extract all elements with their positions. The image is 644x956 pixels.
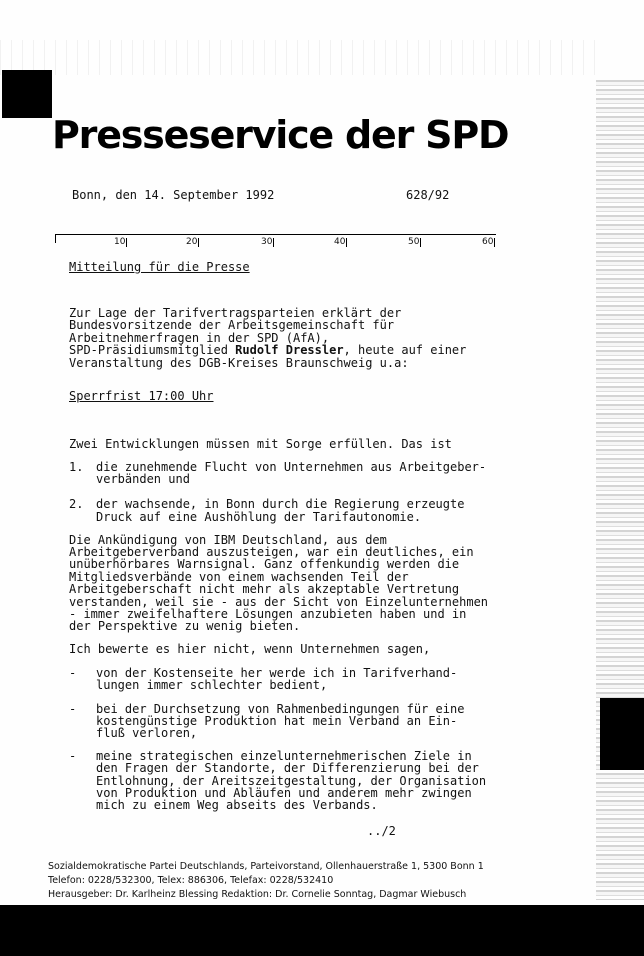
- dash-item-line: lungen immer schlechter bedient,: [96, 678, 328, 692]
- dash-item-line: kostengünstige Produktion hat mein Verband an Ein-: [96, 714, 458, 728]
- list-number: 1.: [69, 460, 84, 474]
- list-number: 2.: [69, 497, 84, 511]
- list-item-line: verbänden und: [96, 472, 190, 486]
- paragraph-line: der Perspektive zu wenig bieten.: [69, 619, 301, 633]
- list-item-line: Druck auf eine Aushöhlung der Tarifautonomie.: [96, 510, 422, 524]
- intro-text: , heute auf einer: [343, 343, 467, 357]
- embargo-notice: Sperrfrist 17:00 Uhr: [69, 389, 214, 403]
- dash-bullet: -: [69, 702, 77, 716]
- typewriter-ruler: [55, 234, 496, 247]
- footer-address: Sozialdemokratische Partei Deutschlands, Parteivorstand, Ollenhauerstraße 1, 5300 Bonn 1: [48, 861, 484, 872]
- scan-bottom-border: [0, 905, 644, 956]
- list-item-line: die zunehmende Flucht von Unternehmen aus Arbeitgeber-: [96, 460, 487, 474]
- dash-item-line: den Fragen der Standorte, der Differenzierung bei der: [96, 761, 479, 775]
- document-number: 628/92: [406, 188, 450, 202]
- paragraph-line: Arbeitgeberschaft nicht mehr als akzeptable Vertretung: [69, 582, 460, 596]
- body-lead: Zwei Entwicklungen müssen mit Sorge erfüllen. Das ist: [69, 437, 452, 451]
- dash-item-line: von der Kostenseite her werde ich in Tarifverhand-: [96, 666, 458, 680]
- ruler-tick: 40: [334, 237, 346, 247]
- intro-line: [69, 344, 466, 356]
- paragraph-line: - immer zweifelhaftere Lösungen anzubieten haben und in: [69, 607, 467, 621]
- dash-item-line: fluß verloren,: [96, 726, 198, 740]
- ruler-tick: 60: [482, 237, 494, 247]
- dash-bullet: -: [69, 666, 77, 680]
- footer-editors: Herausgeber: Dr. Karlheinz Blessing Redaktion: Dr. Cornelie Sonntag, Dagmar Wiebusch: [48, 889, 467, 900]
- intro-line: Zur Lage der Tarifvertragsparteien erklärt der: [69, 306, 402, 320]
- paragraph-line: Die Ankündigung von IBM Deutschland, aus dem: [69, 533, 387, 547]
- dash-item-line: Entlohnung, der Areitszeitgestaltung, der Organisation: [96, 774, 487, 788]
- dash-item-line: mich zu einem Weg abseits des Verbands.: [96, 798, 378, 812]
- dateline: Bonn, den 14. September 1992: [72, 188, 275, 202]
- dash-item-line: bei der Durchsetzung von Rahmenbedingungen für eine: [96, 702, 465, 716]
- scan-corner-mark: [2, 70, 52, 118]
- dash-item-line: von Produktion und Abläufen und anderem mehr zwingen: [96, 786, 472, 800]
- intro-line: Bundesvorsitzende der Arbeitsgemeinschaft für: [69, 318, 395, 332]
- ruler-tick: 50: [408, 237, 420, 247]
- ruler-cap-left: [55, 235, 56, 243]
- intro-line: Veranstaltung des DGB-Kreises Braunschweig u.a:: [69, 356, 409, 370]
- dash-bullet: -: [69, 749, 77, 763]
- scan-noise: [0, 40, 600, 75]
- intro-text: SPD-Präsidiumsmitglied: [69, 343, 236, 357]
- paragraph-line: verstanden, weil sie - aus der Sicht von Einzelunternehmen: [69, 595, 489, 609]
- ruler-tick: 20: [186, 237, 198, 247]
- footer-contact: Telefon: 0228/532300, Telex: 886306, Telefax: 0228/532410: [48, 875, 334, 886]
- masthead-title: Presseservice der SPD: [52, 113, 509, 157]
- intro-line: Arbeitnehmerfragen in der SPD (AfA),: [69, 331, 330, 345]
- paragraph-line: Arbeitgeberverband auszusteigen, war ein deutliches, ein: [69, 545, 474, 559]
- paragraph-line: Mitgliedsverbände von einem wachsenden Teil der: [69, 570, 409, 584]
- ruler-tick: 10: [114, 237, 126, 247]
- page-continuation: ../2: [367, 824, 396, 838]
- paragraph-line: unüberhörbares Warnsignal. Ganz offenkundig werden die: [69, 557, 460, 571]
- scan-edge-mark: [600, 698, 644, 770]
- scan-edge-shadow: [596, 80, 644, 900]
- press-release-heading: Mitteilung für die Presse: [69, 260, 250, 274]
- ruler-tick: 30: [261, 237, 273, 247]
- speaker-name: Rudolf Dressler: [235, 343, 344, 357]
- list-item-line: der wachsende, in Bonn durch die Regierung erzeugte: [96, 497, 465, 511]
- paragraph-line: Ich bewerte es hier nicht, wenn Unternehmen sagen,: [69, 642, 431, 656]
- dash-item-line: meine strategischen einzelunternehmerischen Ziele in: [96, 749, 472, 763]
